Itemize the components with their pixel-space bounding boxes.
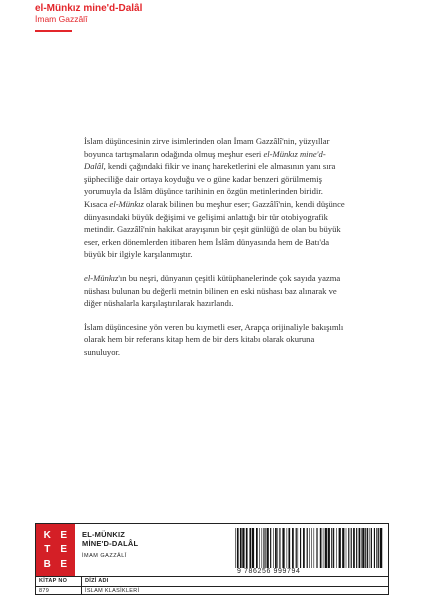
- barcode-bar: [303, 528, 305, 568]
- paragraph-1: [84, 135, 346, 261]
- publisher-logo: [36, 524, 75, 576]
- barcode-bar: [346, 528, 347, 568]
- header: [35, 3, 142, 25]
- barcode: [233, 528, 383, 568]
- logo-letter: T: [44, 544, 51, 556]
- text-run: İslam düşüncesine yön veren bu kıymetli eser, Arapça orijinaliyle bakışımlı olarak hem bir referans kitap hem de bir ders kitabı olarak okuruna sunuluyor.: [84, 321, 344, 357]
- barcode-bar: [323, 528, 324, 568]
- barcode-bar: [300, 528, 301, 568]
- barcode-bar: [356, 528, 357, 568]
- barcode-bar: [336, 528, 337, 568]
- barcode-bar: [287, 528, 288, 568]
- barcode-bar: [348, 528, 349, 568]
- barcode-bar: [237, 528, 239, 568]
- description: [84, 135, 346, 370]
- barcode-bar: [353, 528, 355, 568]
- text-run: , kendi çağındaki fikir ve inanç hareketlerini ele almasının yanı sıra şüpheciliğe dair ortaya koyduğu ve o güne kadar benzeri görülmemiş yorumuyla da İslâm düşünce tarihinin en özgün metinlerinden biridir. Kısaca: [84, 161, 336, 209]
- barcode-bar: [298, 528, 299, 568]
- book-title: el-Münkız mine'd-Dalâl: [35, 3, 143, 14]
- barcode-bar: [314, 528, 315, 568]
- barcode-bar: [307, 528, 308, 568]
- barcode-bar: [267, 528, 269, 568]
- italic-title-run: el-Münkız mine'd-Dalâl: [84, 148, 326, 172]
- barcode-bar: [296, 528, 297, 568]
- barcode-bar: [362, 528, 364, 568]
- barcode-bar: [311, 528, 312, 568]
- logo-letter: B: [43, 559, 51, 571]
- barcode-bar: [292, 528, 294, 568]
- barcode-bar: [277, 528, 278, 568]
- barcode-bar: [365, 528, 366, 568]
- col-header-dizi-adi: DİZİ ADI: [85, 578, 109, 584]
- barcode-bar: [351, 528, 352, 568]
- barcode-bar: [282, 528, 284, 568]
- barcode-bar: [275, 528, 277, 568]
- label-title: EL-MÜNKIZ MİNE'D-DALÂL: [82, 530, 139, 548]
- barcode-bar: [378, 528, 379, 568]
- paragraph-3: [84, 321, 346, 359]
- barcode-bar: [339, 528, 341, 568]
- barcode-bar: [235, 528, 236, 568]
- barcode-bar: [367, 528, 368, 568]
- label-author: İMAM GAZZÂLÎ: [82, 553, 127, 559]
- barcode-bar: [265, 528, 266, 568]
- logo-letter: E: [60, 544, 68, 556]
- dizi-adi-value: İSLAM KLASİKLERİ: [85, 588, 140, 594]
- barcode-bar: [256, 528, 258, 568]
- barcode-bar: [328, 528, 330, 568]
- header-rule: [35, 30, 72, 32]
- book-author: İmam Gazzâlî: [35, 14, 88, 24]
- barcode-bar: [320, 528, 322, 568]
- italic-title-run: el-Münkız: [109, 198, 144, 209]
- barcode-bar: [273, 528, 274, 568]
- barcode-bar: [370, 528, 371, 568]
- barcode-bar: [252, 528, 254, 568]
- barcode-bar: [242, 528, 244, 568]
- text-run: İslam düşüncesinin zirve isimlerinden olan İmam Gazzâlî'nin, yüzyıllar boyunca tartışmaların odağında olmuş meşhur eseri: [84, 136, 330, 159]
- barcode-bar: [361, 528, 362, 568]
- barcode-bar: [380, 528, 382, 568]
- label-value-row: [36, 586, 388, 596]
- barcode-bar: [317, 528, 318, 568]
- barcode-bar: [342, 528, 344, 568]
- logo-letter: K: [43, 529, 51, 541]
- barcode-number: 9 786256 999794: [237, 568, 301, 575]
- barcode-bar: [288, 528, 290, 568]
- barcode-bar: [309, 528, 310, 568]
- barcode-bar: [279, 528, 280, 568]
- logo-letter: E: [60, 529, 68, 541]
- text-run: olarak bilinen bu meşhur eser; Gazzâlî'nin, kendi düşünce dünyasındaki büyük değişimi ve gelişimi anlattığı bir tür otobiyografik metindir. Gazzâlî'nin hakikat arayışının bir çeşit günlüğü de olan bu büyük eser, erken dönemlerden itibaren hem İslâm dünyasında hem de Batı'da büyük bir ilgiyle karşılanmıştır.: [84, 198, 345, 260]
- italic-title-run: el-Münkız: [84, 272, 119, 283]
- barcode-bar: [270, 528, 271, 568]
- barcode-bar: [374, 528, 375, 568]
- barcode-bar: [325, 528, 327, 568]
- barcode-bar: [262, 528, 263, 568]
- logo-letter: E: [60, 559, 68, 571]
- kitap-no-value: 879: [39, 588, 50, 594]
- barcode-bar: [376, 528, 377, 568]
- text-run: 'ın bu neşri, dünyanın çeşitli kütüphanelerinde çok sayıda yazma nüshası bulunan bu değerli metnin bilinen en eski nüshası baz alınarak ve diğer nüshalarla karşılaştırılarak hazırlandı.: [84, 272, 341, 309]
- barcode-bar: [240, 528, 242, 568]
- barcode-bar: [259, 528, 260, 568]
- book-label: [35, 523, 389, 595]
- barcode-bar: [249, 528, 251, 568]
- barcode-bar: [371, 528, 372, 568]
- barcode-bar: [246, 528, 248, 568]
- paragraph-2: [84, 272, 346, 310]
- barcode-bar: [316, 528, 317, 568]
- barcode-bar: [359, 528, 361, 568]
- barcode-bar: [331, 528, 332, 568]
- barcode-bar: [263, 528, 264, 568]
- barcode-bar: [333, 528, 334, 568]
- col-header-kitap-no: KİTAP NO: [39, 578, 68, 584]
- column-divider: [81, 576, 82, 595]
